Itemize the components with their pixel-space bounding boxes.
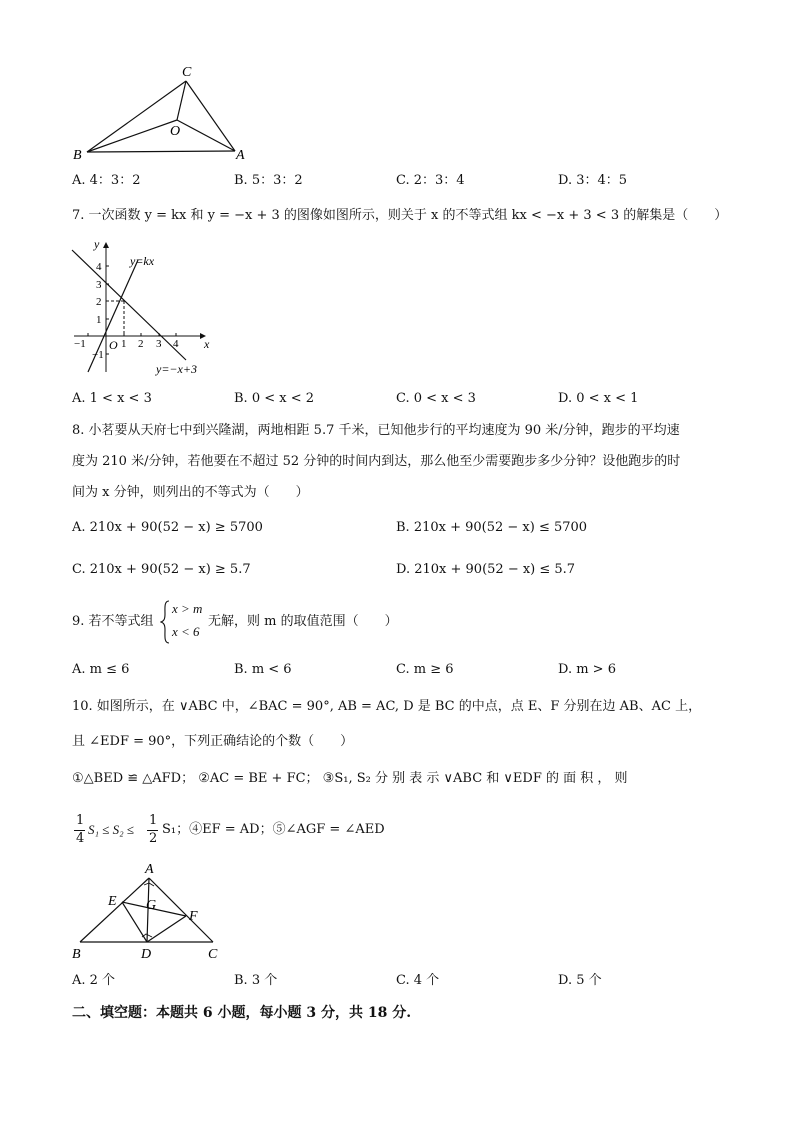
q9-option-a: A. m ≤ 6: [72, 662, 130, 677]
q10-option-a: A. 2 个: [72, 973, 116, 988]
label-b: B: [72, 947, 81, 962]
label-o: O: [170, 124, 181, 139]
q7-graph: [68, 236, 218, 378]
q9-option-b: B. m < 6: [234, 662, 292, 677]
q7-option-b: B. 0 < x < 2: [234, 391, 315, 406]
q8-option-d: D. 210x + 90(52 − x) ≤ 5.7: [396, 562, 576, 577]
x-tick-4: 4: [173, 338, 179, 350]
q8-option-b: B. 210x + 90(52 − x) ≤ 5700: [396, 520, 588, 535]
y-tick-3: 3: [96, 279, 102, 291]
q9-option-d: D. m > 6: [558, 662, 616, 677]
q8-line-3: 间为 x 分钟，则列出的不等式为（ ）: [72, 485, 309, 500]
q6-option-d: D. 3：4：5: [558, 173, 628, 188]
q10-fraction-2-num: 1: [149, 813, 158, 828]
q8-line-2: 度为 210 米/分钟，若他要在不超过 52 分钟的时间内到达，那么他至少需要跑步多少分钟？设他跑步的时: [72, 454, 681, 469]
x-tick-3: 3: [156, 338, 162, 350]
label-c: C: [182, 65, 192, 80]
line2-label: y=−x+3: [156, 362, 197, 376]
q9-suffix: 无解，则 m 的取值范围（ ）: [208, 614, 398, 629]
q6-option-b: B. 5：3：2: [234, 173, 303, 188]
q10-option-b: B. 3 个: [234, 973, 278, 988]
q6-option-a: A. 4：3：2: [72, 173, 141, 188]
q9-system-line-2: x < 6: [172, 624, 200, 639]
q9-prefix: 9. 若不等式组: [72, 614, 154, 629]
q7-stem: 7. 一次函数 y = kx 和 y = −x + 3 的图像如图所示，则关于 x 的不等式组 kx < −x + 3 < 3 的解集是（ ）: [72, 208, 728, 223]
label-a: A: [236, 148, 245, 162]
y-tick-neg1: −1: [92, 349, 104, 361]
q9-system-line-1: x > m: [172, 601, 203, 616]
x-tick-1: 1: [121, 338, 127, 350]
q8-option-c: C. 210x + 90(52 − x) ≥ 5.7: [72, 562, 251, 577]
y-tick-2: 2: [96, 296, 102, 308]
q8-option-a: A. 210x + 90(52 − x) ≥ 5700: [72, 520, 263, 535]
q10-line-1: 10. 如图所示，在 ∨ABC 中，∠BAC = 90°, AB = AC, D 是 BC 的中点，点 E、F 分别在边 AB、AC 上，: [72, 699, 702, 714]
q10-option-d: D. 5 个: [558, 973, 602, 988]
origin-label: O: [109, 338, 118, 352]
q8-line-1: 8. 小茗要从天府七中到兴隆湖，两地相距 5.7 千米，已知他步行的平均速度为 90 米/分钟，跑步的平均速: [72, 423, 680, 438]
triangle-figure-q6: [70, 62, 260, 162]
label-d: D: [141, 947, 152, 962]
x-tick-2: 2: [138, 338, 144, 350]
axis-y-label: y: [94, 237, 100, 251]
q10-option-c: C. 4 个: [396, 973, 440, 988]
triangle-figure-q10: [68, 860, 228, 964]
label-g: G: [146, 898, 157, 913]
brace-icon: [160, 600, 170, 644]
section-2-heading: 二、填空题：本题共 6 小题，每小题 3 分，共 18 分.: [72, 1005, 412, 1021]
y-tick-4: 4: [96, 261, 102, 273]
q9-option-c: C. m ≥ 6: [396, 662, 454, 677]
x-tick-neg1: −1: [74, 338, 86, 350]
axis-x-label: x: [204, 337, 210, 351]
q10-line-4-end: S₁；④EF = AD；⑤∠AGF = ∠AED: [162, 822, 385, 837]
label-f: F: [189, 909, 198, 924]
label-c: C: [208, 947, 218, 962]
q10-line-4-mid: S₁ ≤ S₂ ≤: [88, 822, 135, 837]
line-kx-label: y=kx: [130, 254, 155, 268]
label-e: E: [108, 894, 117, 909]
y-tick-1: 1: [96, 314, 102, 326]
label-a: A: [145, 862, 154, 877]
label-b: B: [73, 148, 82, 162]
q7-option-d: D. 0 < x < 1: [558, 391, 639, 406]
q10-line-3: ①△BED ≌ △AFD； ②AC = BE + FC； ③S₁, S₂ 分 别 表 示 ∨ABC 和 ∨EDF 的 面 积 ， 则: [72, 771, 628, 786]
q10-fraction-2-den: 2: [149, 831, 158, 846]
q10-line-2: 且 ∠EDF = 90°，下列正确结论的个数（ ）: [72, 734, 354, 749]
q10-fraction-1-den: 4: [76, 831, 85, 846]
q7-option-a: A. 1 < x < 3: [72, 391, 152, 406]
q6-option-c: C. 2：3：4: [396, 173, 465, 188]
q7-option-c: C. 0 < x < 3: [396, 391, 476, 406]
q10-fraction-1-num: 1: [76, 813, 85, 828]
